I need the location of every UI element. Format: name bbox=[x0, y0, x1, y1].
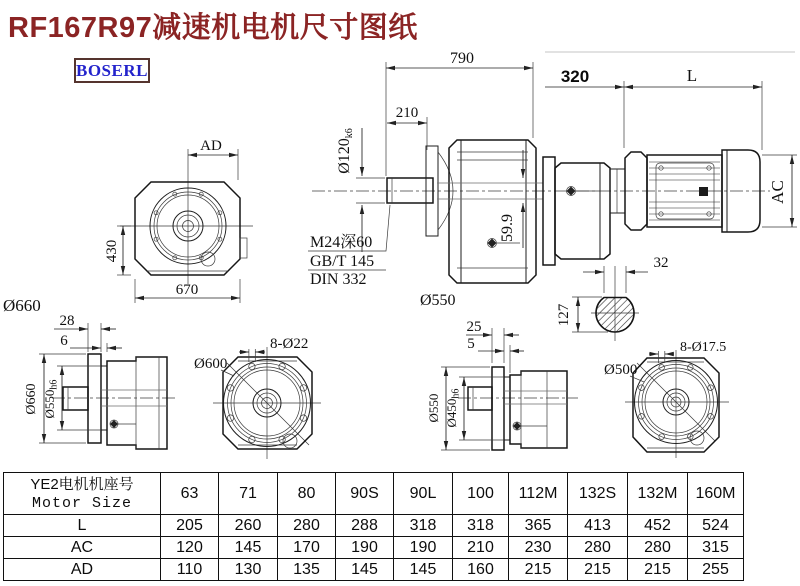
dim-59-9: 59.9 bbox=[499, 214, 516, 242]
shaft-key-section bbox=[556, 255, 669, 341]
table-cell: 230 bbox=[509, 537, 568, 559]
dim-790: 790 bbox=[450, 50, 474, 67]
dim-28: 28 bbox=[59, 313, 75, 329]
table-header-en: Motor Size bbox=[31, 494, 132, 512]
table-cell: 190 bbox=[336, 537, 394, 559]
dim-ac: AC bbox=[768, 180, 787, 204]
table-cell: 524 bbox=[688, 515, 744, 537]
table-cell: 210 bbox=[453, 537, 509, 559]
dim-d660: Ø660 bbox=[24, 383, 39, 415]
main-side-view bbox=[308, 50, 797, 309]
table-cell: 255 bbox=[688, 559, 744, 581]
dim-127: 127 bbox=[556, 303, 572, 327]
dim-25: 25 bbox=[466, 319, 482, 335]
dim-d550h6-tol: h6 bbox=[48, 379, 60, 390]
table-header-cn: YE2电机机座号 bbox=[30, 475, 134, 493]
note-din332: DIN 332 bbox=[310, 271, 367, 288]
row-label: AD bbox=[4, 559, 161, 581]
dim-d450h6-tol: h6 bbox=[450, 388, 462, 399]
table-cell: 413 bbox=[568, 515, 628, 537]
label-d600: Ø600 bbox=[194, 356, 228, 372]
flange-front-view-far-right bbox=[604, 340, 729, 458]
table-row-AC bbox=[4, 537, 744, 559]
table-cell: 145 bbox=[219, 537, 278, 559]
table-cell: 120 bbox=[161, 537, 219, 559]
dim-motor-l: L bbox=[686, 66, 698, 85]
size-col-header: 160M bbox=[688, 473, 744, 515]
dim-5: 5 bbox=[467, 336, 475, 352]
label-d660: Ø660 bbox=[3, 296, 41, 315]
table-cell: 280 bbox=[568, 537, 628, 559]
size-col-header: 71 bbox=[219, 473, 278, 515]
gearbox-front-view bbox=[104, 138, 253, 303]
row-label: L bbox=[4, 515, 161, 537]
table-cell: 315 bbox=[688, 537, 744, 559]
table-cell: 135 bbox=[278, 559, 336, 581]
size-col-header: 112M bbox=[509, 473, 568, 515]
table-cell: 280 bbox=[628, 537, 688, 559]
row-label: AC bbox=[4, 537, 161, 559]
table-cell: 110 bbox=[161, 559, 219, 581]
dim-ad: AD bbox=[200, 138, 222, 154]
table-cell: 215 bbox=[628, 559, 688, 581]
table-cell: 318 bbox=[453, 515, 509, 537]
table-header-row bbox=[4, 473, 744, 515]
table-cell: 160 bbox=[453, 559, 509, 581]
table-row-AD bbox=[4, 559, 744, 581]
table-cell: 215 bbox=[568, 559, 628, 581]
dim-shaft-tol: k6 bbox=[344, 128, 355, 139]
dim-670: 670 bbox=[175, 282, 199, 298]
table-cell: 365 bbox=[509, 515, 568, 537]
dim-320: 320 bbox=[560, 67, 590, 86]
table-cell: 145 bbox=[394, 559, 453, 581]
dim-8-d22: 8-Ø22 bbox=[270, 336, 309, 352]
note-gbt145: GB/T 145 bbox=[310, 253, 375, 270]
boserl-logo-text: BOSERL bbox=[76, 60, 148, 80]
dim-210: 210 bbox=[395, 105, 419, 121]
table-cell: 280 bbox=[278, 515, 336, 537]
table-cell: 318 bbox=[394, 515, 453, 537]
table-cell: 288 bbox=[336, 515, 394, 537]
table-cell: 260 bbox=[219, 515, 278, 537]
dim-8-d17-5: 8-Ø17.5 bbox=[680, 340, 727, 355]
motor-size-header-cell bbox=[4, 473, 161, 515]
table-cell: 205 bbox=[161, 515, 219, 537]
size-col-header: 100 bbox=[453, 473, 509, 515]
svg-text:Ø120k6 bbox=[336, 128, 355, 174]
note-m24: M24深60 bbox=[310, 234, 373, 251]
dim-shaft-dia: Ø120 bbox=[336, 138, 353, 174]
table-cell: 452 bbox=[628, 515, 688, 537]
svg-text:Ø550h6 bbox=[42, 380, 60, 419]
table-cell: 215 bbox=[509, 559, 568, 581]
size-col-header: 90L bbox=[394, 473, 453, 515]
table-cell: 170 bbox=[278, 537, 336, 559]
size-col-header: 132M bbox=[628, 473, 688, 515]
label-d500: Ø500 bbox=[604, 362, 638, 378]
dim-d550h6: Ø550 bbox=[42, 389, 57, 419]
dim-430: 430 bbox=[104, 239, 120, 263]
motor-size-table bbox=[3, 472, 744, 581]
size-col-header: 80 bbox=[278, 473, 336, 515]
flange-front-view-left bbox=[194, 336, 321, 459]
dim-key-32: 32 bbox=[653, 255, 669, 271]
flange-side-view-left bbox=[3, 296, 175, 449]
size-col-header: 90S bbox=[336, 473, 394, 515]
plug-symbol-4 bbox=[513, 422, 547, 430]
table-row-L bbox=[4, 515, 744, 537]
flange-side-view-right bbox=[426, 319, 578, 450]
table-cell: 130 bbox=[219, 559, 278, 581]
table-cell: 190 bbox=[394, 537, 453, 559]
plug-symbol-2 bbox=[567, 187, 599, 196]
label-d550-main: Ø550 bbox=[420, 292, 456, 309]
dim-6: 6 bbox=[60, 333, 68, 349]
size-col-header: 132S bbox=[568, 473, 628, 515]
page-title: RF167R97减速机电机尺寸图纸 bbox=[8, 12, 418, 44]
dim-d450h6: Ø450 bbox=[444, 398, 459, 428]
motor-key-detail bbox=[699, 187, 708, 196]
dim-d550b: Ø550 bbox=[426, 393, 441, 423]
plug-symbol-3 bbox=[110, 420, 136, 428]
size-col-header: 63 bbox=[161, 473, 219, 515]
svg-text:Ø450h6 bbox=[444, 389, 462, 428]
table-cell: 145 bbox=[336, 559, 394, 581]
